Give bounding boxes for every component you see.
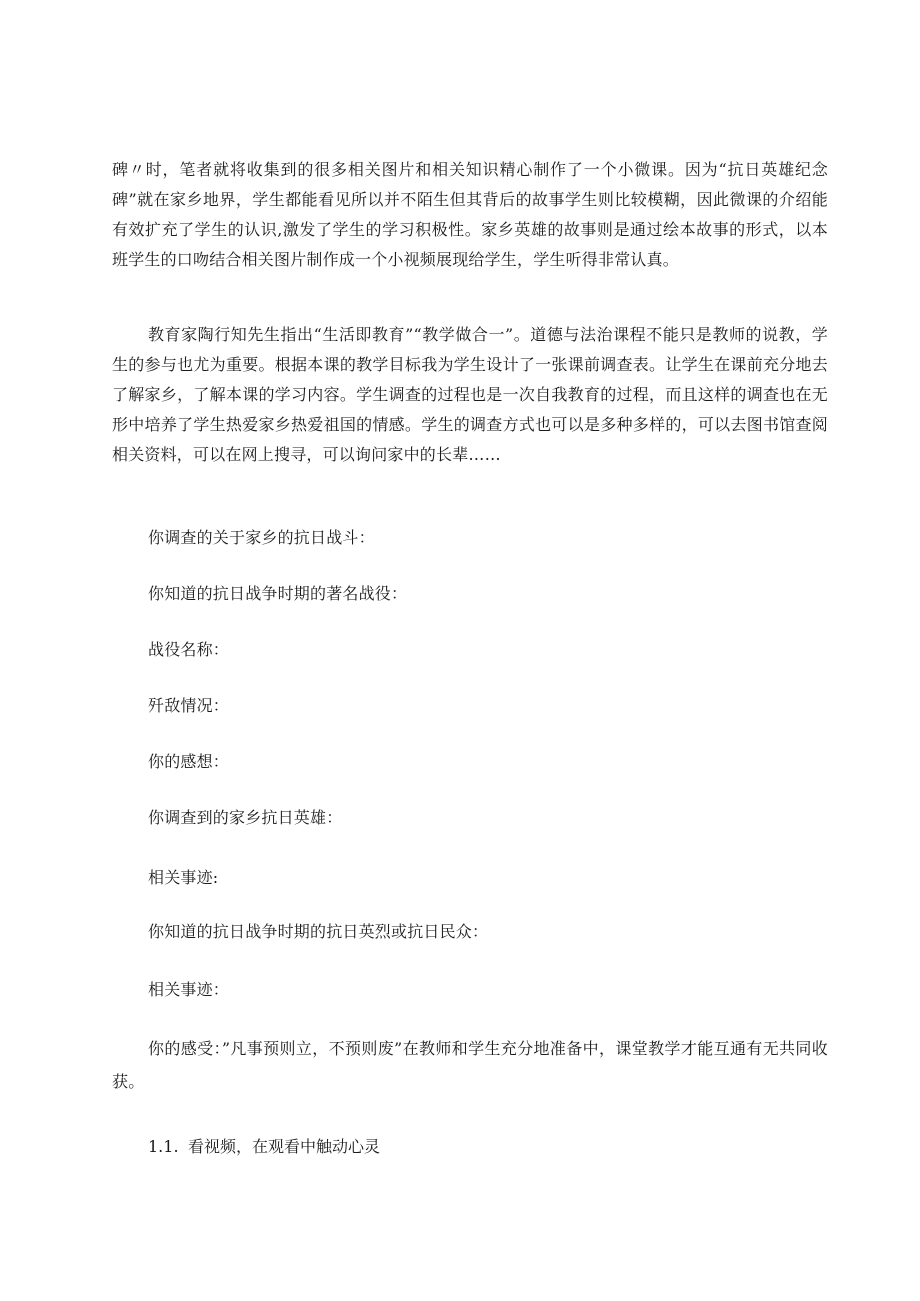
section-heading	[148, 1135, 380, 1159]
survey-field-enemy-casualties: 歼敌情况：	[148, 696, 230, 715]
survey-question-local-battles: 你调查的关于家乡的抗日战斗：	[148, 528, 375, 547]
body-paragraph-survey-intro: 教育家陶行知先生指出“生活即教育”“教学做合一”。道德与法治课程不能只是教师的说教，学生的参与也尤为重要。根据本课的教学目标我为学生设计了一张课前调查表。让学生在课前充分地去了解家乡，了解本课的学习内容。学生调查的过程也是一次自我教育的过程，而且这样的调查也在无形中培养了学生热爱家乡热爱祖国的情感。学生的调查方式也可以是多种多样的，可以去图书馆查阅相关资料，可以在网上搜寻，可以询问家中的长辈……	[112, 325, 828, 464]
survey-field-related-deeds: 相关事迹:	[148, 868, 219, 887]
survey-field-related-deeds-2: 相关事迹：	[148, 980, 230, 999]
section-title: 看视频，在观看中触动心灵	[188, 1137, 381, 1156]
body-paragraph-feelings: 你的感受：”凡事预则立，不预则废”在教师和学生充分地准备中，课堂教学才能互通有无共同收获。	[112, 1039, 828, 1091]
survey-field-thoughts: 你的感想：	[148, 752, 230, 771]
survey-question-martyrs: 你知道的抗日战争时期的抗日英烈或抗日民众：	[148, 922, 489, 941]
section-number: 1.1.	[148, 1137, 179, 1156]
body-paragraph-microlesson: 碑〃时，笔者就将收集到的很多相关图片和相关知识精心制作了一个小微课。因为“抗日英雄纪念碑”就在家乡地界，学生都能看见所以并不陌生但其背后的故事学生则比较模糊，因此微课的介绍能有效扩充了学生的认识,激发了学生的学习积极性。家乡英雄的故事则是通过绘本故事的形式，以本班学生的口吻结合相关图片制作成一个小视频展现给学生，学生听得非常认真。	[112, 160, 828, 269]
survey-question-famous-battles: 你知道的抗日战争时期的著名战役：	[148, 584, 408, 603]
survey-field-battle-name: 战役名称：	[148, 640, 230, 659]
survey-question-local-heroes: 你调查到的家乡抗日英雄：	[148, 808, 343, 827]
